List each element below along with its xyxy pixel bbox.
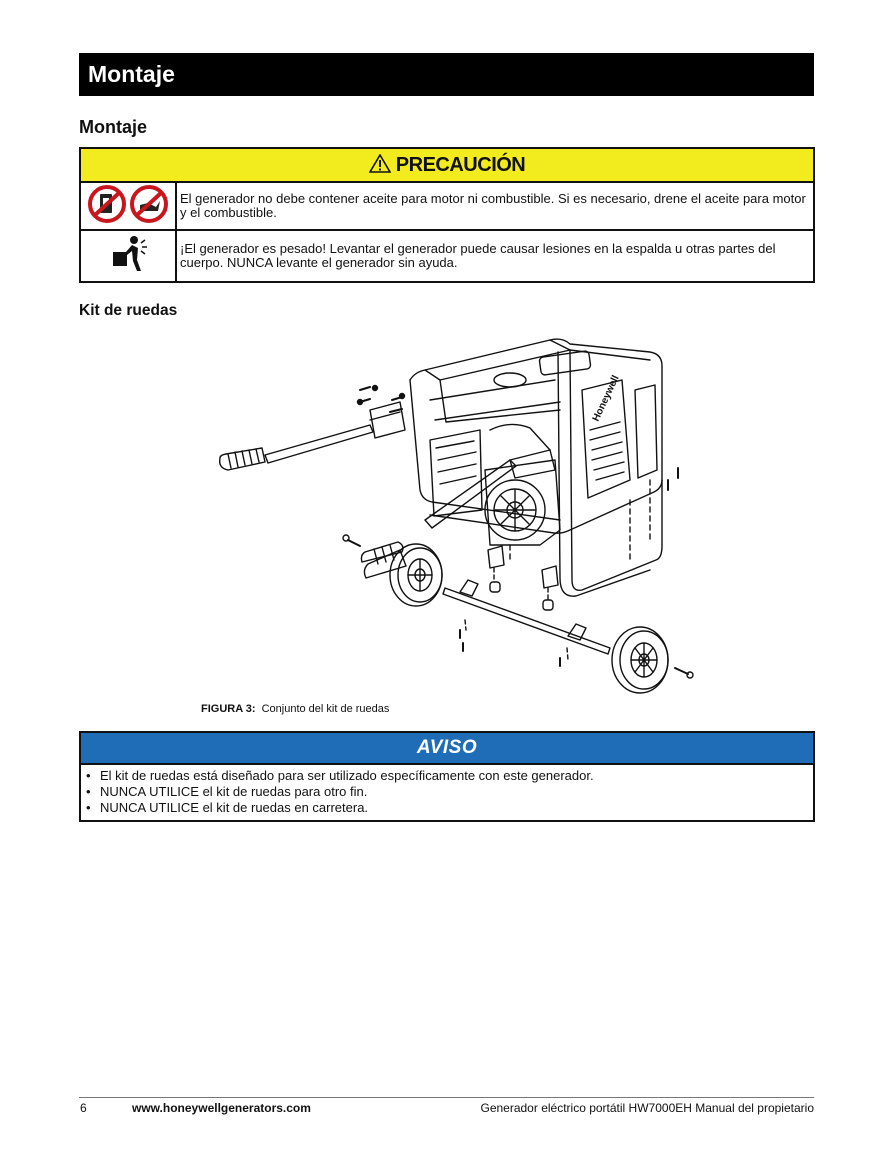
left-wheel: [343, 535, 442, 606]
section-banner: Montaje: [79, 53, 814, 96]
caution-icons-cell: [80, 182, 176, 230]
notice-heading: AVISO: [416, 737, 478, 758]
figure-caption: [201, 703, 389, 715]
figure-label: FIGURA 3:: [201, 703, 256, 715]
caution-heading: PRECAUCIÓN: [395, 153, 526, 176]
generator-frame: [410, 339, 662, 596]
caution-row: [80, 182, 814, 230]
caution-header: [80, 148, 814, 182]
wheel-kit-figure: [210, 330, 700, 700]
no-fuel-can-icon: [90, 187, 124, 221]
notice-box: [79, 731, 815, 822]
handle-assembly: [220, 386, 555, 529]
caution-row: [80, 230, 814, 282]
warning-triangle-icon: [369, 154, 391, 173]
footer-doc-title: Generador eléctrico portátil HW7000EH Manual del propietario: [480, 1101, 814, 1115]
caution-text: El generador no debe contener aceite para motor ni combustible. Si es necesario, drene el aceite para motor y el combustible.: [176, 182, 814, 230]
caution-box: [79, 147, 815, 283]
notice-item: • El kit de ruedas está diseñado para ser utilizado específicamente con este generador.: [86, 768, 812, 784]
notice-item: • NUNCA UTILICE el kit de ruedas para otro fin.: [86, 784, 812, 800]
engine: [430, 424, 560, 545]
page-title: Montaje: [79, 117, 148, 137]
caution-text: ¡El generador es pesado! Levantar el generador puede causar lesiones en la espalda u otras partes del cuerpo. NUNCA levante el generador sin ayuda.: [176, 230, 814, 282]
notice-list: [82, 766, 812, 819]
generator-brand-label: Honeywell: [590, 373, 622, 424]
notice-body: [80, 764, 814, 821]
caution-icons-cell: [80, 230, 176, 282]
axle: [443, 580, 610, 660]
wheel-kit-title: Kit de ruedas: [79, 302, 178, 319]
notice-header: [80, 732, 814, 764]
no-oil-can-icon: [132, 187, 166, 221]
footer-url[interactable]: www.honeywellgenerators.com: [132, 1101, 311, 1115]
no-fuel-oil-icons: [86, 184, 170, 224]
footer-divider: [79, 1097, 814, 1098]
figure-caption-text: Conjunto del kit de ruedas: [261, 703, 390, 715]
right-wheel: [612, 627, 693, 693]
heavy-lift-icon: [108, 234, 148, 274]
page-number: 6: [80, 1101, 87, 1115]
notice-item: • NUNCA UTILICE el kit de ruedas en carretera.: [86, 800, 812, 816]
